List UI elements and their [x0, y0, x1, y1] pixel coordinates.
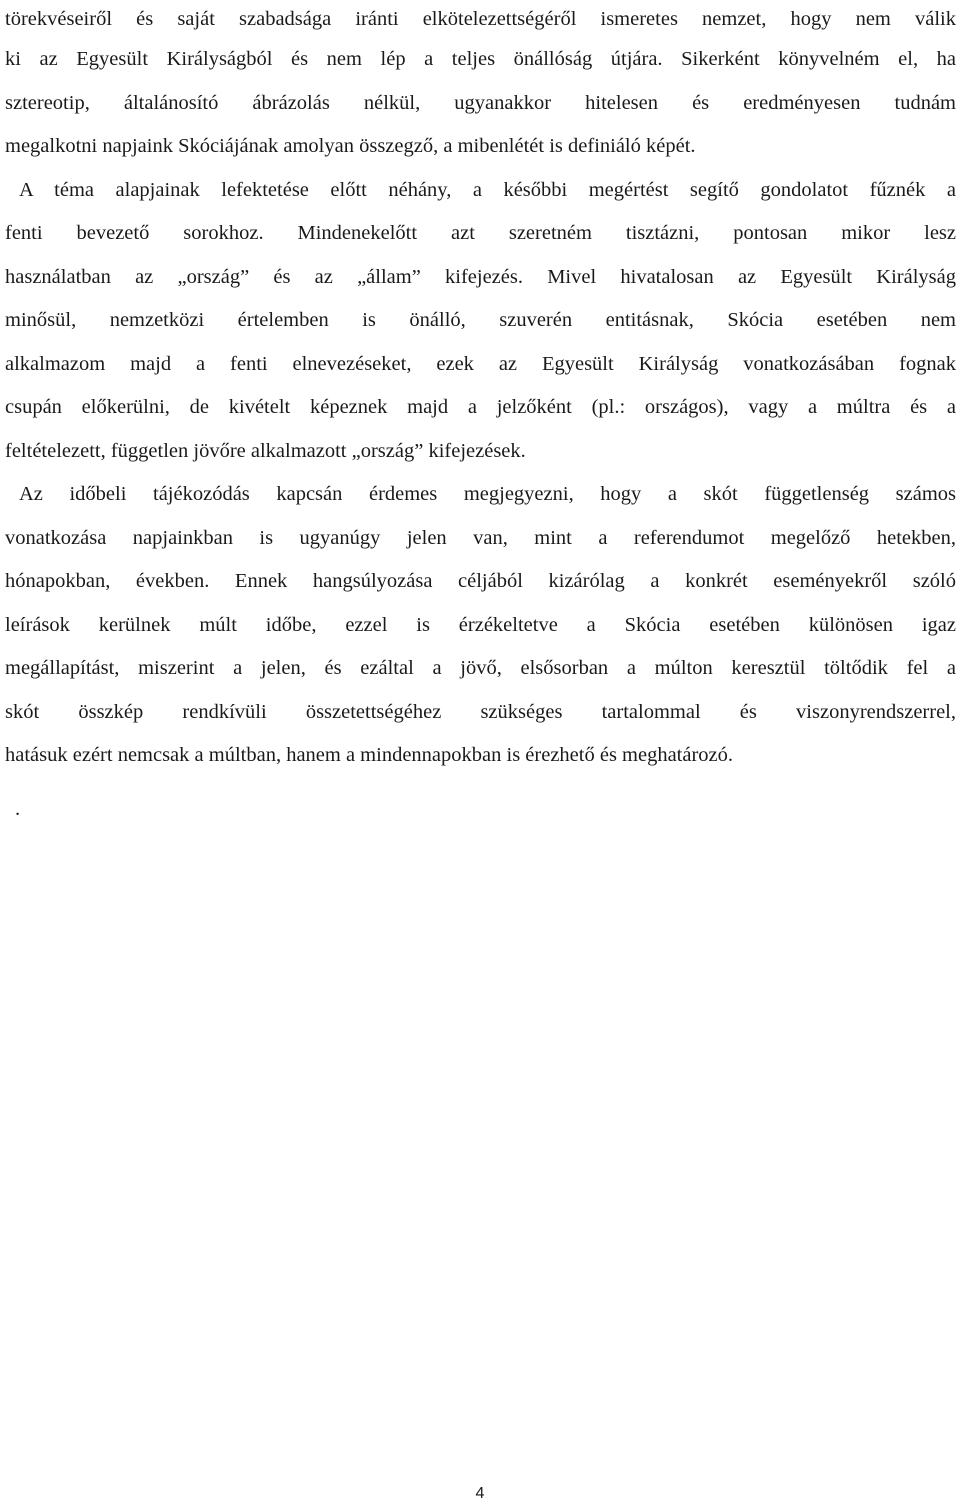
text-line: skót összkép rendkívüli összetettségéhez szükséges tartalommal és viszonyrendszerrel, — [5, 700, 956, 723]
text-line: ki az Egyesült Királyságból és nem lép a teljes önállóság útjára. Sikerként könyvelném el, ha — [5, 48, 956, 70]
stray-dot: . — [15, 797, 21, 820]
text-line: törekvéseiről és saját szabadsága iránti elkötelezettségéről ismeretes nemzet, hogy nem válik — [5, 8, 956, 30]
text-line: leírások kerülnek múlt időbe, ezzel is érzékeltetve a Skócia esetében különösen igaz — [5, 613, 956, 636]
text-line: minősül, nemzetközi értelemben is önálló, szuverén entitásnak, Skócia esetében nem — [5, 309, 956, 331]
text-line: vonatkozása napjainkban is ugyanúgy jelen van, mint a referendumot megelőző hetekben, — [5, 526, 956, 549]
text-line: használatban az „ország” és az „állam” kifejezés. Mivel hivatalosan az Egyesült Királyság — [5, 265, 956, 288]
text-line: sztereotip, általánosító ábrázolás nélkül, ugyanakkor hitelesen és eredményesen tudnám — [5, 91, 956, 114]
text-line: megállapítást, miszerint a jelen, és ezáltal a jövő, elsősorban a múlton keresztül töltődik fel a — [5, 657, 956, 679]
text-line: hatásuk ezért nemcsak a múltban, hanem a mindennapokban is érezhető és meghatározó. — [5, 744, 734, 766]
text-line: feltételezett, független jövőre alkalmazott „ország” kifejezések. — [5, 439, 526, 462]
paragraph-2 — [5, 169, 956, 474]
paragraph-1 — [5, 0, 956, 169]
page-number: 4 — [475, 1485, 485, 1502]
text-line: fenti bevezető sorokhoz. Mindenekelőtt azt szeretném tisztázni, pontosan mikor lesz — [5, 222, 956, 244]
text-line: csupán előkerülni, de kivételt képeznek majd a jelzőként (pl.: országos), vagy a múltra és a — [5, 396, 956, 418]
text-line: Az időbeli tájékozódás kapcsán érdemes megjegyezni, hogy a skót függetlenség számos — [19, 483, 956, 505]
text-line: megalkotni napjaink Skóciájának amolyan összegző, a mibenlétét is definiáló képét. — [5, 135, 696, 157]
text-line: hónapokban, években. Ennek hangsúlyozása céljából kizárólag a konkrét eseményekről szóló — [5, 570, 956, 592]
document-page — [5, 0, 956, 831]
text-line: A téma alapjainak lefektetése előtt néhány, a későbbi megértést segítő gondolatot fűznék a — [19, 178, 956, 201]
paragraph-3 — [5, 473, 956, 778]
text-line: alkalmazom majd a fenti elnevezéseket, ezek az Egyesült Királyság vonatkozásában fognak — [5, 352, 956, 375]
